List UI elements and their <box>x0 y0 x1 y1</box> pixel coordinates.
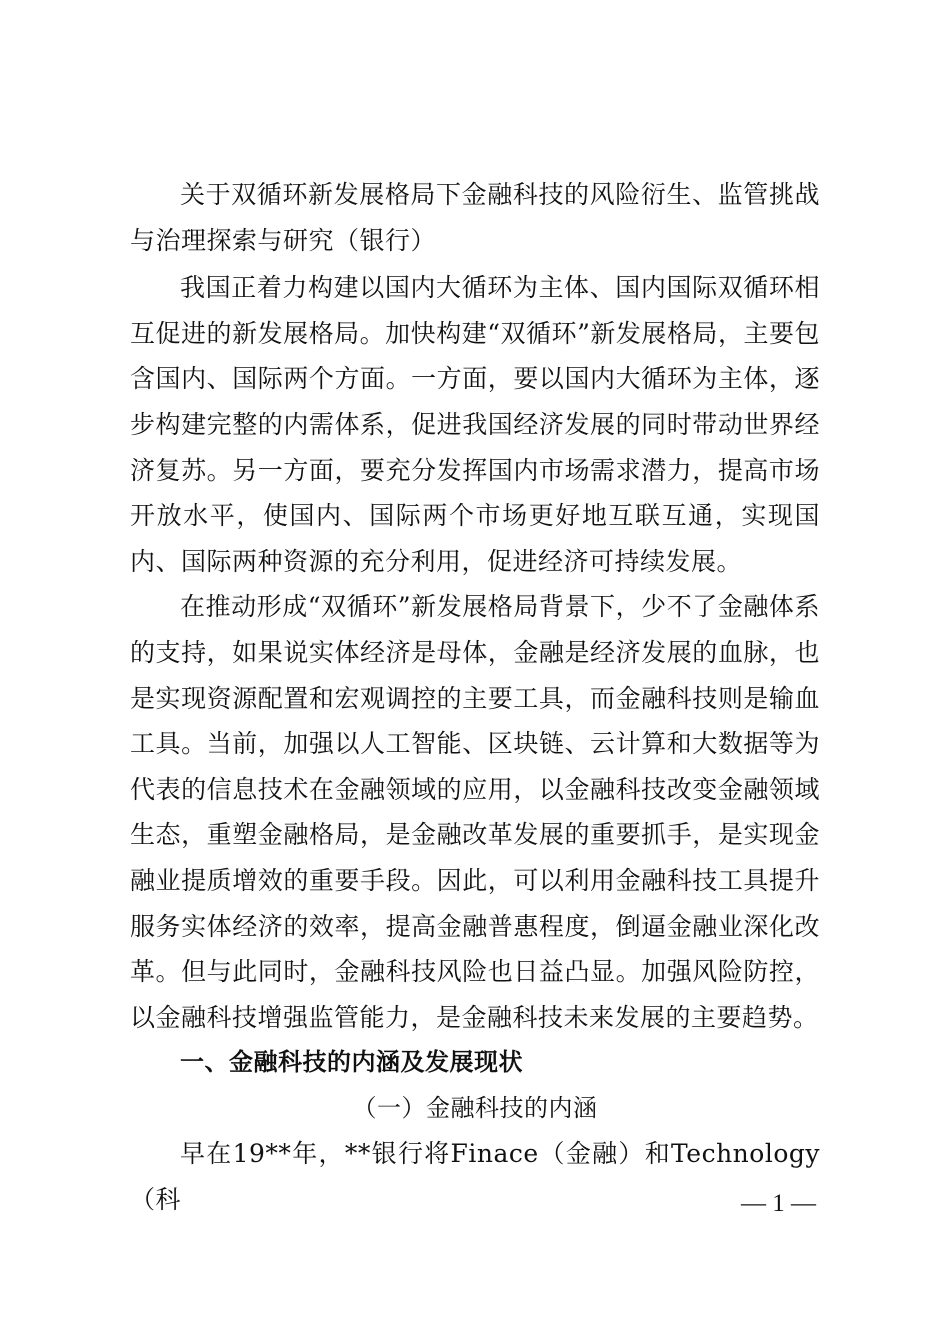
paragraph-3: 早在19**年，**银行将Finace（金融）和Technology（科 <box>130 1139 820 1215</box>
document-title: 关于双循环新发展格局下金融科技的风险衍生、监管挑战与治理探索与研究（银行） <box>130 180 820 255</box>
document-body <box>130 172 820 1223</box>
subsection-heading: （一）金融科技的内涵 <box>352 1093 598 1122</box>
paragraph-2: 在推动形成“双循环”新发展格局背景下，少不了金融体系的支持，如果说实体经济是母体，金融是经济发展的血脉，也是实现资源配置和宏观调控的主要工具，而金融科技则是输血工具。当前，加强以人工智能、区块链、云计算和大数据等为代表的信息技术在金融领域的应用，以金融科技改变金融领域生态，重塑金融格局，是金融改革发展的重要抓手，是实现金融业提质增效的重要手段。因此，可以利用金融科技工具提升服务实体经济的效率，提高金融普惠程度，倒逼金融业深化改革。但与此同时，金融科技风险也日益凸显。加强风险防控，以金融科技增强监管能力，是金融科技未来发展的主要趋势。 <box>130 592 820 1032</box>
page-number: — 1 — <box>741 1190 816 1217</box>
paragraph-1: 我国正着力构建以国内大循环为主体、国内国际双循环相互促进的新发展格局。加快构建“双循环”新发展格局，主要包含国内、国际两个方面。一方面，要以国内大循环为主体，逐步构建完整的内需体系，促进我国经济发展的同时带动世界经济复苏。另一方面，要充分发挥国内市场需求潜力，提高市场开放水平，使国内、国际两个市场更好地互联互通，实现国内、国际两种资源的充分利用，促进经济可持续发展。 <box>130 273 820 576</box>
section-heading: 一、金融科技的内涵及发展现状 <box>180 1048 523 1077</box>
